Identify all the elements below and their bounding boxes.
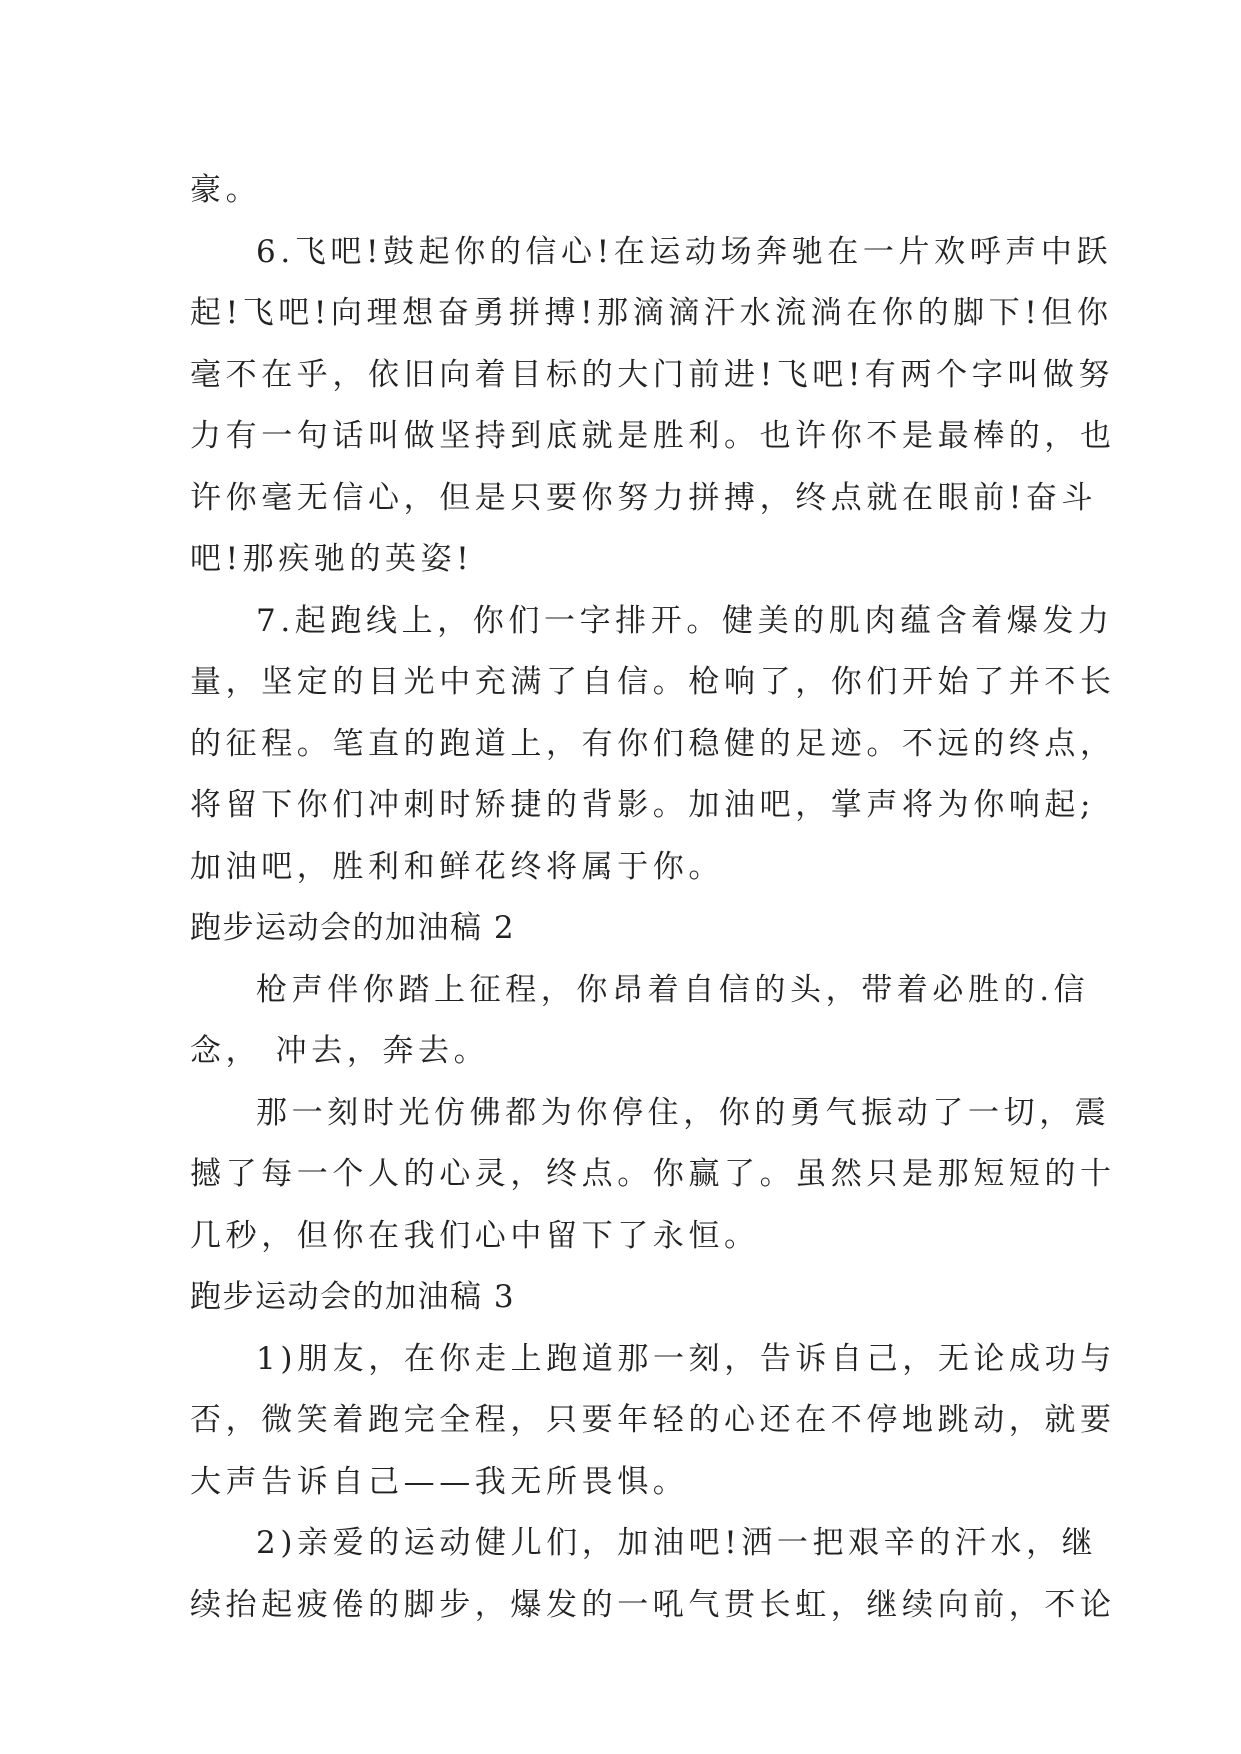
paragraph-line: 枪声伴你踏上征程，你昂着自信的头，带着必胜的.信 [256,971,1090,1008]
section-heading: 跑步运动会的加油稿 2 [190,910,516,946]
text-line: 力有一句话叫做坚持到底就是胜利。也许你不是最棒的，也 [190,418,1116,454]
text-line: 加油吧，胜利和鲜花终将属于你。 [190,848,724,885]
text-line: 续抬起疲倦的脚步，爆发的一吼气贯长虹，继续向前，不论 [190,1586,1116,1623]
text-line: 撼了每一个人的心灵，终点。你赢了。虽然只是那短短的十 [190,1156,1116,1192]
text-line: 否，微笑着跑完全程，只要年轻的心还在不停地跳动，就要 [190,1402,1116,1438]
paragraph-line: 2)亲爱的运动健儿们，加油吧!洒一把艰辛的汗水，继 [256,1525,1098,1561]
text-line: 将留下你们冲刺时矫捷的背影。加油吧，掌声将为你响起; [190,787,1096,823]
text-line: 豪。 [190,172,262,208]
paragraph-line: 那一刻时光仿佛都为你停住，你的勇气振动了一切，震 [256,1094,1111,1131]
document-page [190,160,1116,1636]
text-line: 大声告诉自己——我无所畏惧。 [190,1463,689,1500]
text-line: 几秒，但你在我们心中留下了永恒。 [190,1217,760,1254]
text-line: 的征程。笔直的跑道上，有你们稳健的足迹。不远的终点， [190,725,1116,762]
text-line: 起!飞吧!向理想奋勇拼搏!那滴滴汗水流淌在你的脚下!但你 [190,295,1113,331]
paragraph-line: 6.飞吧!鼓起你的信心!在运动场奔驰在一片欢呼声中跃 [256,233,1113,270]
text-line: 念， 冲去，奔去。 [190,1033,490,1069]
section-heading: 跑步运动会的加油稿 3 [190,1279,516,1315]
paragraph-line: 7.起跑线上，你们一字排开。健美的肌肉蕴含着爆发力 [256,602,1114,639]
paragraph-line: 1)朋友，在你走上跑道那一刻，告诉自己，无论成功与 [256,1340,1116,1377]
text-line: 吧!那疾驰的英姿! [190,541,474,577]
text-line: 量，坚定的目光中充满了自信。枪响了，你们开始了并不长 [190,664,1116,700]
text-line: 毫不在乎，依旧向着目标的大门前进!飞吧!有两个字叫做努 [190,356,1115,393]
text-line: 许你毫无信心，但是只要你努力拼搏，终点就在眼前!奋斗 [190,479,1098,516]
